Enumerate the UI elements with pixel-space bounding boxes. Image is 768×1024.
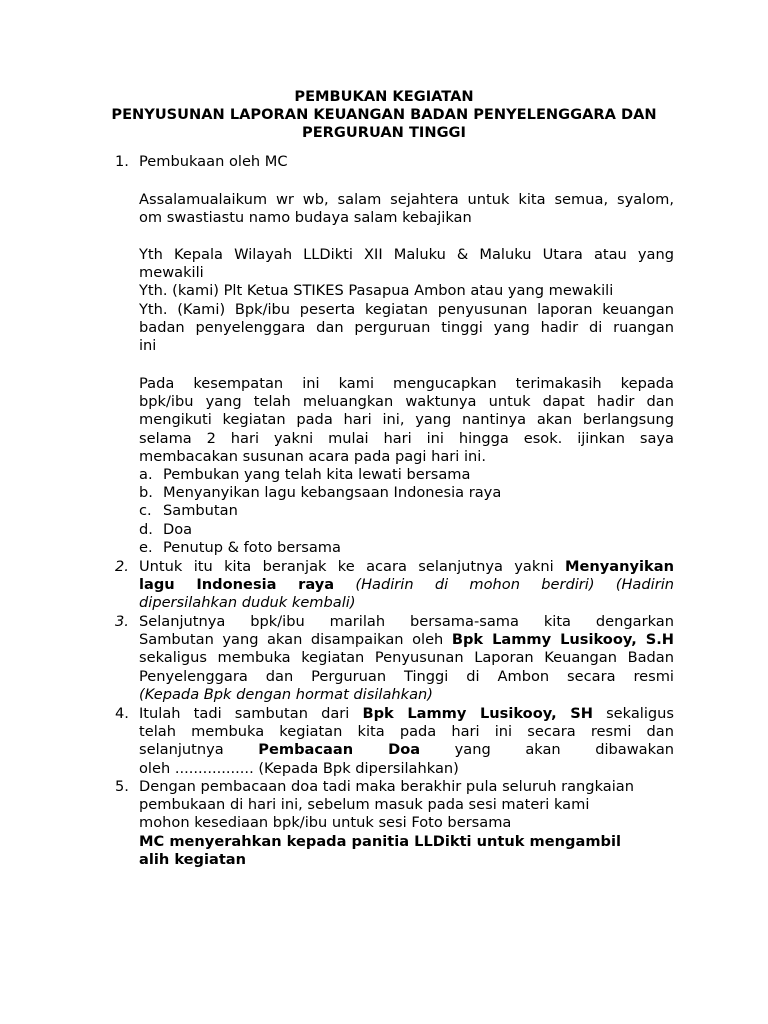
item-3-line: Penyelenggara dan Perguruan Tinggi di Ambon secara resmi [139, 667, 674, 685]
greeting-line: Assalamualaikum wr wb, salam sejahtera untuk kita semua, syalom, [139, 191, 674, 208]
agenda-text: Pembukan yang telah kita lewati bersama [163, 466, 471, 483]
agenda-item [139, 502, 501, 520]
item-5-line: pembukaan di hari ini, sebelum masuk pada sesi materi kami [139, 796, 590, 814]
address-line: Yth. (kami) Plt Ketua STIKES Pasapua Ambon atau yang mewakili [139, 282, 614, 300]
speaker-name: Bpk Lammy Lusikooy, SH [362, 705, 593, 722]
item-3-text: Sambutan yang akan disampaikan oleh [139, 631, 444, 649]
address-paragraph [139, 246, 674, 355]
item-5-number: 5. [115, 778, 129, 795]
item-2-text: Untuk itu kita beranjak ke acara selanjutnya yakni [139, 558, 554, 575]
stage-direction: (Kepada Bpk dengan hormat disilahkan) [139, 685, 433, 703]
item-1-number: 1. [115, 153, 129, 170]
song-title-start: Menyanyikan [564, 558, 675, 575]
intro-line: membacakan susunan acara pada pagi hari ini. [139, 447, 486, 465]
item-4-number: 4. [115, 705, 129, 722]
agenda-marker: d. [139, 520, 153, 538]
item-4-line: oleh ................. (Kepada Bpk dipersilahkan) [139, 759, 459, 777]
item-4-text: Itulah tadi sambutan dari [139, 705, 350, 722]
prayer-label: Pembacaan Doa [258, 741, 421, 759]
item-1-heading: Pembukaan oleh MC [139, 153, 288, 170]
item-4-line: telah membuka kegiatan kita pada hari ini secara resmi dan [139, 723, 674, 741]
item-4-line [139, 741, 674, 759]
item-3-line: Selanjutnya bpk/ibu marilah bersama-sama kita dengarkan [139, 613, 674, 630]
address-line: ini [139, 337, 157, 355]
agenda-marker: e. [139, 538, 153, 556]
item-4-text: yang akan dibawakan [454, 741, 675, 759]
item-2-line [139, 558, 674, 576]
address-line: badan penyelenggara dan perguruan tinggi yang hadir di ruangan [139, 318, 674, 336]
intro-line: selama 2 hari yakni mulai hari ini hingga esok. ijinkan saya [139, 429, 674, 447]
item-3-line: sekaligus membuka kegiatan Penyusunan Laporan Keuangan Badan [139, 649, 674, 667]
agenda-item [139, 539, 501, 557]
stage-direction: dipersilahkan duduk kembali) [139, 594, 356, 612]
item-3-line [139, 686, 674, 704]
item-4-text: sekaligus [606, 705, 675, 722]
item-2-line [139, 594, 674, 612]
stage-direction: (Hadirin di mohon berdiri) (Hadirin [355, 576, 674, 594]
title-line-2: PENYUSUNAN LAPORAN KEUANGAN BADAN PENYELENGGARA DAN [111, 106, 657, 124]
agenda-item [139, 484, 501, 502]
agenda-text: Penutup & foto bersama [163, 538, 341, 556]
intro-line: bpk/ibu yang telah meluangkan waktunya untuk dapat hadir dan [139, 393, 674, 411]
item-2-number: 2. [115, 558, 129, 575]
closing-instruction: MC menyerahkan kepada panitia LLDikti untuk mengambil [139, 832, 622, 850]
agenda-list [139, 466, 501, 557]
address-line: Yth Kepala Wilayah LLDikti XII Maluku & Maluku Utara atau yang [139, 246, 674, 263]
document-title [90, 88, 678, 143]
item-3-paragraph [139, 613, 674, 704]
agenda-marker: c. [139, 502, 152, 520]
intro-line: mengikuti kegiatan pada hari ini, yang nantinya akan berlangsung [139, 411, 674, 429]
agenda-text: Menyanyikan lagu kebangsaan Indonesia raya [163, 484, 502, 502]
agenda-text: Doa [163, 520, 193, 538]
intro-line: Pada kesempatan ini kami mengucapkan terimakasih kepada [139, 375, 674, 392]
item-5-line: Dengan pembacaan doa tadi maka berakhir pula seluruh rangkaian [139, 778, 634, 795]
item-2-paragraph [139, 558, 674, 613]
item-4-text: selanjutnya [139, 741, 224, 759]
song-title-end: lagu Indonesia raya [139, 576, 335, 594]
title-line-3: PERGURUAN TINGGI [302, 124, 466, 142]
item-5-line: mohon kesediaan bpk/ibu untuk sesi Foto bersama [139, 814, 512, 832]
item-4-line [139, 705, 674, 723]
closing-instruction: alih kegiatan [139, 850, 247, 868]
address-line: Yth. (Kami) Bpk/ibu peserta kegiatan penyusunan laporan keuangan [139, 300, 674, 318]
address-line: mewakili [139, 264, 204, 282]
agenda-marker: a. [139, 466, 153, 483]
item-3-number: 3. [115, 613, 129, 630]
item-5-paragraph [139, 778, 674, 869]
speaker-name: Bpk Lammy Lusikooy, S.H [451, 631, 674, 649]
greeting-paragraph [139, 191, 674, 227]
title-line-1: PEMBUKAN KEGIATAN [294, 88, 474, 105]
item-3-line [139, 631, 674, 649]
greeting-line: om swastiastu namo budaya salam kebajikan [139, 209, 472, 227]
agenda-text: Sambutan [163, 502, 238, 520]
agenda-marker: b. [139, 484, 153, 502]
item-4-paragraph [139, 705, 674, 778]
agenda-item [139, 521, 501, 539]
intro-paragraph [139, 375, 674, 466]
agenda-item [139, 466, 501, 484]
item-2-line [139, 576, 674, 594]
